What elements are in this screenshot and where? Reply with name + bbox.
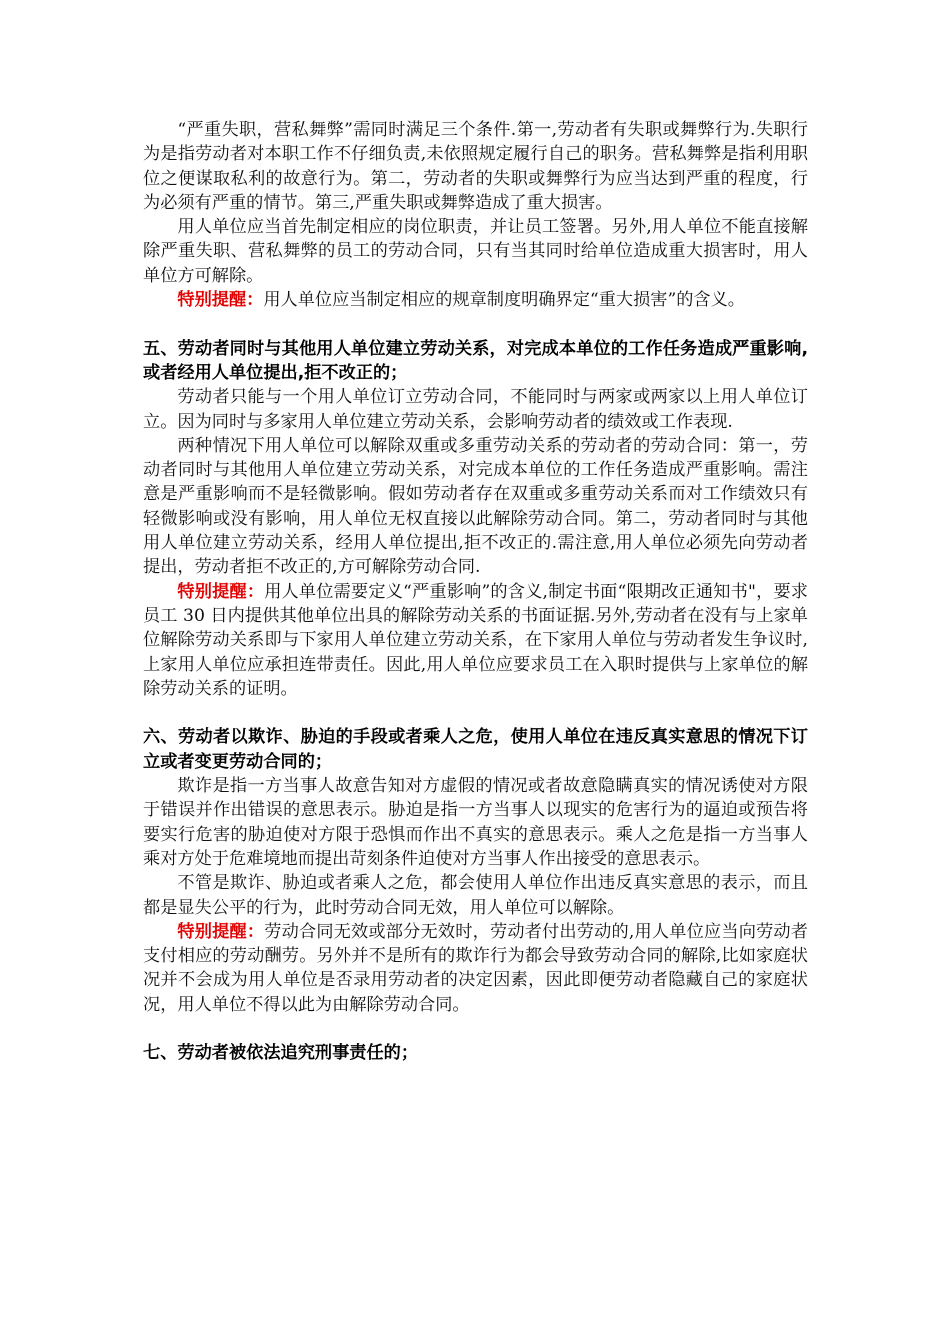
reminder-label: 特别提醒： — [177, 921, 265, 942]
paragraph: 劳动者只能与一个用人单位订立劳动合同，不能同时与两家或两家以上用人单位订立。因为同时与多家用人单位建立劳动关系，会影响劳动者的绩效或工作表现. — [143, 387, 808, 432]
reminder-label: 特别提醒： — [177, 581, 265, 602]
spacer — [143, 701, 808, 725]
paragraph: 欺诈是指一方当事人故意告知对方虚假的情况或者故意隐瞒真实的情况诱使对方限于错误并作出错误的意思表示。胁迫是指一方当事人以现实的危害行为的逼迫或预告将要实行危害的胁迫使对方限于恐惧而作出不真实的意思表示。乘人之危是指一方当事人乘对方处于危难境地而提出苛刻条件迫使对方当事人作出接受的意思表示。 — [143, 776, 808, 869]
paragraph: “严重失职，营私舞弊”需同时满足三个条件.第一,劳动者有失职或舞弊行为.失职行为是指劳动者对本职工作不仔细负责,未依照规定履行自己的职务。营私舞弊是指利用职位之便谋取私利的故意行为。第二，劳动者的失职或舞弊行为应当达到严重的程度，行为必须有严重的情节。第三,严重失职或舞弊造成了重大损害。 — [143, 120, 808, 213]
paragraph: 不管是欺诈、胁迫或者乘人之危，都会使用人单位作出违反真实意思的表示，而且都是显失公平的行为，此时劳动合同无效，用人单位可以解除。 — [143, 873, 808, 918]
special-reminder — [143, 580, 808, 701]
reminder-text: 劳动合同无效或部分无效时，劳动者付出劳动的,用人单位应当向劳动者支付相应的劳动酬劳。另外并不是所有的欺诈行为都会导致劳动合同的解除,比如家庭状况并不会成为用人单位是否录用劳动者的决定因素，因此即便劳动者隐藏自己的家庭状况，用人单位不得以此为由解除劳动合同。 — [143, 921, 808, 1015]
section-heading: 七、劳动者被依法追究刑事责任的； — [143, 1043, 419, 1064]
spacer — [143, 1017, 808, 1041]
reminder-label: 特别提醒： — [177, 290, 264, 311]
section-heading: 六、劳动者以欺诈、胁迫的手段或者乘人之危，使用人单位在违反真实意思的情况下订立或者变更劳动合同的； — [143, 727, 808, 772]
document-body — [143, 118, 808, 1066]
special-reminder — [143, 920, 808, 1017]
paragraph: 两种情况下用人单位可以解除双重或多重劳动关系的劳动者的劳动合同：第一，劳动者同时与其他用人单位建立劳动关系，对完成本单位的工作任务造成严重影响。需注意是严重影响而不是轻微影响。假如劳动者存在双重或多重劳动关系而对工作绩效只有轻微影响或没有影响，用人单位无权直接以此解除劳动合同。第二，劳动者同时与其他用人单位建立劳动关系，经用人单位提出,拒不改正的.需注意,用人单位必须先向劳动者提出，劳动者拒不改正的,方可解除劳动合同. — [143, 435, 808, 578]
section-heading: 五、劳动者同时与其他用人单位建立劳动关系，对完成本单位的工作任务造成严重影响,或者经用人单位提出,拒不改正的； — [143, 338, 808, 383]
special-reminder — [143, 288, 808, 312]
paragraph: 用人单位应当首先制定相应的岗位职责，并让员工签署。另外,用人单位不能直接解除严重失职、营私舞弊的员工的劳动合同，只有当其同时给单位造成重大损害时，用人单位方可解除。 — [143, 217, 808, 286]
reminder-text: 用人单位需要定义“严重影响”的含义,制定书面“限期改正通知书"，要求员工 30 日内提供其他单位出具的解除劳动关系的书面证据.另外,劳动者在没有与上家单位解除劳动关系即与下家用人单位建立劳动关系，在下家用人单位与劳动者发生争议时,上家用人单位应承担连带责任。因此,用人单位应要求员工在入职时提供与上家单位的解除劳动关系的证明。 — [143, 581, 808, 699]
reminder-text: 用人单位应当制定相应的规章制度明确界定“重大损害”的含义。 — [263, 290, 745, 311]
spacer — [143, 312, 808, 336]
